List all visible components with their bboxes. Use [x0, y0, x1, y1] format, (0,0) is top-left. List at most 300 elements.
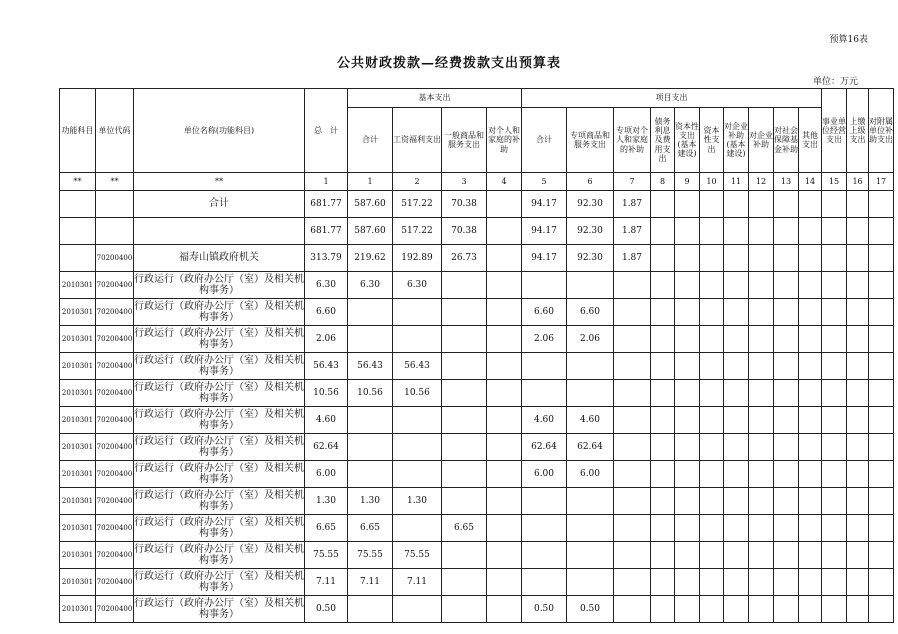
empty-cell: [700, 596, 724, 623]
basic-goods-cell: [442, 272, 487, 299]
total-cell: 1.30: [305, 488, 348, 515]
empty-cell: [700, 299, 724, 326]
empty-cell: [651, 191, 675, 218]
empty-cell: [869, 434, 894, 461]
empty-cell: [869, 569, 894, 596]
empty-cell: [847, 326, 869, 353]
empty-cell: [869, 218, 894, 245]
col-number: 11: [724, 173, 749, 191]
empty-cell: [724, 299, 749, 326]
header-tail-1: 事业单位经营支出: [822, 89, 847, 173]
project-total-cell: 2.06: [522, 326, 567, 353]
unit-code-cell: 70200400: [96, 299, 134, 326]
empty-cell: [675, 326, 700, 353]
empty-cell: [749, 326, 774, 353]
project-goods-cell: 92.30: [567, 218, 614, 245]
unit-name-cell: 行政运行（政府办公厅（室）及相关机构事务）: [134, 272, 305, 299]
project-personal-cell: [614, 542, 651, 569]
col-number: 9: [675, 173, 700, 191]
basic-personal-cell: [487, 542, 522, 569]
unit-name-cell: 行政运行（政府办公厅（室）及相关机构事务）: [134, 488, 305, 515]
empty-cell: [822, 434, 847, 461]
empty-cell: [700, 569, 724, 596]
basic-goods-cell: 70.38: [442, 191, 487, 218]
unit-name-cell: 福寿山镇政府机关: [134, 245, 305, 272]
project-personal-cell: [614, 461, 651, 488]
unit-code-cell: [96, 191, 134, 218]
basic-wage-cell: 7.11: [393, 569, 442, 596]
header-unit-name: 单位名称(功能科目): [134, 89, 305, 173]
project-goods-cell: 2.06: [567, 326, 614, 353]
header-basic-sub: 工资福利支出: [393, 108, 442, 173]
empty-cell: [799, 380, 822, 407]
empty-cell: [675, 272, 700, 299]
empty-cell: [847, 461, 869, 488]
page-title: 公共财政拨款—经费拨款支出预算表: [336, 56, 561, 71]
empty-cell: [675, 488, 700, 515]
empty-cell: [675, 245, 700, 272]
function-code-cell: [60, 218, 96, 245]
table-row: [60, 353, 894, 380]
function-code-cell: 2010301: [60, 461, 96, 488]
empty-cell: [651, 353, 675, 380]
project-total-cell: 4.60: [522, 407, 567, 434]
project-goods-cell: 6.60: [567, 299, 614, 326]
empty-cell: [675, 191, 700, 218]
basic-wage-cell: [393, 596, 442, 623]
project-personal-cell: [614, 353, 651, 380]
empty-cell: [700, 461, 724, 488]
function-code-cell: 2010301: [60, 407, 96, 434]
basic-personal-cell: [487, 434, 522, 461]
project-personal-cell: [614, 299, 651, 326]
function-code-cell: 2010301: [60, 353, 96, 380]
function-code-cell: 2010301: [60, 299, 96, 326]
empty-cell: [700, 326, 724, 353]
basic-goods-cell: [442, 353, 487, 380]
header-function: 功能科目: [60, 89, 96, 173]
project-personal-cell: [614, 272, 651, 299]
empty-cell: [651, 596, 675, 623]
table-row: [60, 542, 894, 569]
basic-wage-cell: 1.30: [393, 488, 442, 515]
basic-goods-cell: 70.38: [442, 218, 487, 245]
table-row: [60, 515, 894, 542]
project-goods-cell: [567, 272, 614, 299]
col-number: 1: [348, 173, 393, 191]
empty-cell: [847, 596, 869, 623]
empty-cell: [651, 488, 675, 515]
empty-cell: [847, 569, 869, 596]
basic-wage-cell: 6.30: [393, 272, 442, 299]
col-number: 2: [393, 173, 442, 191]
header-mark: **: [60, 173, 96, 191]
empty-cell: [799, 299, 822, 326]
total-cell: 6.60: [305, 299, 348, 326]
empty-cell: [651, 542, 675, 569]
header-project-sub: 债务利息及费用支出: [651, 108, 675, 173]
empty-cell: [724, 542, 749, 569]
empty-cell: [700, 272, 724, 299]
empty-cell: [869, 407, 894, 434]
basic-wage-cell: [393, 326, 442, 353]
empty-cell: [651, 299, 675, 326]
col-number: 10: [700, 173, 724, 191]
col-number: 4: [487, 173, 522, 191]
col-number: 16: [847, 173, 869, 191]
basic-total-cell: [348, 434, 393, 461]
empty-cell: [799, 596, 822, 623]
basic-personal-cell: [487, 569, 522, 596]
total-cell: 62.64: [305, 434, 348, 461]
project-goods-cell: 92.30: [567, 191, 614, 218]
empty-cell: [774, 515, 799, 542]
unit-name-cell: 行政运行（政府办公厅（室）及相关机构事务）: [134, 299, 305, 326]
basic-wage-cell: 56.43: [393, 353, 442, 380]
basic-goods-cell: 6.65: [442, 515, 487, 542]
table-row: [60, 299, 894, 326]
empty-cell: [724, 191, 749, 218]
empty-cell: [675, 407, 700, 434]
header-tail-2: 上缴上级支出: [847, 89, 869, 173]
empty-cell: [651, 380, 675, 407]
empty-cell: [847, 488, 869, 515]
empty-cell: [749, 569, 774, 596]
empty-cell: [651, 218, 675, 245]
empty-cell: [799, 326, 822, 353]
project-goods-cell: 0.50: [567, 596, 614, 623]
empty-cell: [749, 245, 774, 272]
empty-cell: [869, 326, 894, 353]
project-total-cell: [522, 488, 567, 515]
project-personal-cell: 1.87: [614, 218, 651, 245]
function-code-cell: 2010301: [60, 272, 96, 299]
empty-cell: [847, 191, 869, 218]
empty-cell: [869, 245, 894, 272]
unit-code-cell: 70200400: [96, 245, 134, 272]
empty-cell: [749, 542, 774, 569]
project-goods-cell: 6.00: [567, 461, 614, 488]
basic-wage-cell: 192.89: [393, 245, 442, 272]
unit-code-cell: 70200400: [96, 380, 134, 407]
col-number: 13: [774, 173, 799, 191]
empty-cell: [774, 488, 799, 515]
unit-name-cell: 行政运行（政府办公厅（室）及相关机构事务）: [134, 515, 305, 542]
unit-name-cell: 行政运行（政府办公厅（室）及相关机构事务）: [134, 380, 305, 407]
col-number: 6: [567, 173, 614, 191]
unit-name-cell: 行政运行（政府办公厅（室）及相关机构事务）: [134, 326, 305, 353]
project-personal-cell: [614, 407, 651, 434]
empty-cell: [822, 596, 847, 623]
empty-cell: [724, 407, 749, 434]
empty-cell: [847, 218, 869, 245]
unit-code-cell: 70200400: [96, 353, 134, 380]
unit-code-cell: 70200400: [96, 542, 134, 569]
empty-cell: [774, 299, 799, 326]
header-project-sub: 其他支出: [799, 108, 822, 173]
col-number: 5: [522, 173, 567, 191]
project-personal-cell: [614, 596, 651, 623]
col-number: 12: [749, 173, 774, 191]
basic-wage-cell: 10.56: [393, 380, 442, 407]
project-total-cell: [522, 515, 567, 542]
basic-total-cell: [348, 326, 393, 353]
basic-goods-cell: [442, 569, 487, 596]
project-total-cell: [522, 380, 567, 407]
function-code-cell: 2010301: [60, 326, 96, 353]
basic-personal-cell: [487, 299, 522, 326]
empty-cell: [822, 326, 847, 353]
empty-cell: [675, 434, 700, 461]
unit-code-cell: 70200400: [96, 407, 134, 434]
empty-cell: [847, 380, 869, 407]
function-code-cell: 2010301: [60, 542, 96, 569]
unit-name-cell: 行政运行（政府办公厅（室）及相关机构事务）: [134, 596, 305, 623]
total-cell: 4.60: [305, 407, 348, 434]
empty-cell: [724, 245, 749, 272]
function-code-cell: 2010301: [60, 569, 96, 596]
header-mark: **: [134, 173, 305, 191]
basic-goods-cell: [442, 299, 487, 326]
empty-cell: [847, 245, 869, 272]
empty-cell: [774, 569, 799, 596]
empty-cell: [869, 488, 894, 515]
empty-cell: [749, 407, 774, 434]
basic-total-cell: 587.60: [348, 191, 393, 218]
unit-name-cell: 合计: [134, 191, 305, 218]
empty-cell: [724, 515, 749, 542]
empty-cell: [774, 245, 799, 272]
total-cell: 10.56: [305, 380, 348, 407]
project-goods-cell: [567, 542, 614, 569]
project-total-cell: 6.00: [522, 461, 567, 488]
project-personal-cell: 1.87: [614, 245, 651, 272]
empty-cell: [651, 461, 675, 488]
header-project-sub: 对社会保障基金补助: [774, 108, 799, 173]
empty-cell: [700, 353, 724, 380]
header-project-sub: 对企业补助: [749, 108, 774, 173]
unit-name-cell: 行政运行（政府办公厅（室）及相关机构事务）: [134, 569, 305, 596]
empty-cell: [822, 245, 847, 272]
basic-personal-cell: [487, 191, 522, 218]
empty-cell: [675, 542, 700, 569]
empty-cell: [724, 434, 749, 461]
empty-cell: [675, 461, 700, 488]
empty-cell: [651, 569, 675, 596]
function-code-cell: 2010301: [60, 596, 96, 623]
empty-cell: [822, 299, 847, 326]
empty-cell: [700, 218, 724, 245]
unit-code-cell: 70200400: [96, 461, 134, 488]
empty-cell: [822, 191, 847, 218]
empty-cell: [675, 353, 700, 380]
project-total-cell: [522, 272, 567, 299]
empty-cell: [822, 488, 847, 515]
basic-personal-cell: [487, 596, 522, 623]
unit-name-cell: 行政运行（政府办公厅（室）及相关机构事务）: [134, 353, 305, 380]
empty-cell: [749, 461, 774, 488]
col-number: 7: [614, 173, 651, 191]
page-number: 预算16表: [829, 35, 868, 45]
empty-cell: [799, 515, 822, 542]
project-total-cell: 94.17: [522, 191, 567, 218]
empty-cell: [774, 272, 799, 299]
project-goods-cell: 4.60: [567, 407, 614, 434]
basic-total-cell: [348, 299, 393, 326]
unit-name-cell: [134, 218, 305, 245]
empty-cell: [799, 407, 822, 434]
basic-wage-cell: 75.55: [393, 542, 442, 569]
total-cell: 56.43: [305, 353, 348, 380]
empty-cell: [847, 299, 869, 326]
table-row: [60, 272, 894, 299]
basic-goods-cell: [442, 488, 487, 515]
empty-cell: [799, 272, 822, 299]
empty-cell: [869, 272, 894, 299]
col-number: 14: [799, 173, 822, 191]
project-total-cell: 0.50: [522, 596, 567, 623]
col-number: 17: [869, 173, 894, 191]
basic-personal-cell: [487, 380, 522, 407]
header-project-sub: 专项商品和服务支出: [567, 108, 614, 173]
table-row: [60, 434, 894, 461]
project-personal-cell: [614, 380, 651, 407]
empty-cell: [749, 191, 774, 218]
empty-cell: [749, 353, 774, 380]
function-code-cell: 2010301: [60, 488, 96, 515]
unit-code-cell: 70200400: [96, 434, 134, 461]
empty-cell: [869, 299, 894, 326]
basic-total-cell: [348, 596, 393, 623]
header-project: 项目支出: [522, 89, 822, 108]
empty-cell: [774, 380, 799, 407]
empty-cell: [822, 569, 847, 596]
empty-cell: [651, 326, 675, 353]
basic-goods-cell: [442, 596, 487, 623]
unit-name-cell: 行政运行（政府办公厅（室）及相关机构事务）: [134, 542, 305, 569]
table-row: [60, 407, 894, 434]
table-row: [60, 326, 894, 353]
basic-total-cell: 7.11: [348, 569, 393, 596]
empty-cell: [869, 191, 894, 218]
basic-total-cell: 6.65: [348, 515, 393, 542]
unit-code-cell: 70200400: [96, 569, 134, 596]
project-goods-cell: 62.64: [567, 434, 614, 461]
project-personal-cell: 1.87: [614, 191, 651, 218]
empty-cell: [749, 272, 774, 299]
empty-cell: [724, 461, 749, 488]
empty-cell: [700, 191, 724, 218]
empty-cell: [869, 596, 894, 623]
table-row: [60, 569, 894, 596]
empty-cell: [724, 326, 749, 353]
empty-cell: [651, 272, 675, 299]
project-goods-cell: 92.30: [567, 245, 614, 272]
basic-personal-cell: [487, 488, 522, 515]
empty-cell: [774, 461, 799, 488]
empty-cell: [847, 407, 869, 434]
basic-wage-cell: 517.22: [393, 218, 442, 245]
empty-cell: [724, 218, 749, 245]
empty-cell: [799, 434, 822, 461]
basic-wage-cell: [393, 434, 442, 461]
empty-cell: [724, 569, 749, 596]
project-total-cell: 62.64: [522, 434, 567, 461]
empty-cell: [675, 299, 700, 326]
table-row: [60, 596, 894, 623]
empty-cell: [724, 353, 749, 380]
basic-goods-cell: [442, 380, 487, 407]
empty-cell: [724, 380, 749, 407]
total-cell: 681.77: [305, 191, 348, 218]
empty-cell: [749, 299, 774, 326]
empty-cell: [749, 515, 774, 542]
project-goods-cell: [567, 380, 614, 407]
function-code-cell: 2010301: [60, 515, 96, 542]
header-basic-sub: 合计: [348, 108, 393, 173]
total-cell: 2.06: [305, 326, 348, 353]
empty-cell: [749, 434, 774, 461]
basic-goods-cell: [442, 326, 487, 353]
header-basic-sub: 一般商品和服务支出: [442, 108, 487, 173]
col-number: 8: [651, 173, 675, 191]
project-total-cell: [522, 569, 567, 596]
project-personal-cell: [614, 569, 651, 596]
unit-code-cell: 70200400: [96, 596, 134, 623]
empty-cell: [700, 434, 724, 461]
empty-cell: [774, 407, 799, 434]
empty-cell: [724, 488, 749, 515]
total-cell: 7.11: [305, 569, 348, 596]
table-row: [60, 218, 894, 245]
basic-goods-cell: [442, 461, 487, 488]
function-code-cell: [60, 191, 96, 218]
empty-cell: [799, 353, 822, 380]
empty-cell: [675, 218, 700, 245]
header-project-sub: 专项对个人和家庭的补助: [614, 108, 651, 173]
empty-cell: [799, 218, 822, 245]
empty-cell: [675, 515, 700, 542]
empty-cell: [749, 380, 774, 407]
project-personal-cell: [614, 515, 651, 542]
empty-cell: [651, 245, 675, 272]
total-cell: 0.50: [305, 596, 348, 623]
header-project-sub: 对企业补助(基本建设): [724, 108, 749, 173]
empty-cell: [774, 353, 799, 380]
empty-cell: [724, 272, 749, 299]
function-code-cell: [60, 245, 96, 272]
col-number: 3: [442, 173, 487, 191]
basic-total-cell: 219.62: [348, 245, 393, 272]
project-goods-cell: [567, 353, 614, 380]
empty-cell: [869, 353, 894, 380]
basic-total-cell: 1.30: [348, 488, 393, 515]
project-goods-cell: [567, 515, 614, 542]
project-personal-cell: [614, 326, 651, 353]
project-goods-cell: [567, 569, 614, 596]
header-mark: **: [96, 173, 134, 191]
unit-code-cell: 70200400: [96, 272, 134, 299]
empty-cell: [700, 542, 724, 569]
empty-cell: [700, 488, 724, 515]
basic-total-cell: 587.60: [348, 218, 393, 245]
header-basic-sub: 对个人和家庭的补助: [487, 108, 522, 173]
unit-name-cell: 行政运行（政府办公厅（室）及相关机构事务）: [134, 407, 305, 434]
empty-cell: [799, 569, 822, 596]
basic-personal-cell: [487, 218, 522, 245]
empty-cell: [774, 434, 799, 461]
project-total-cell: 6.60: [522, 299, 567, 326]
